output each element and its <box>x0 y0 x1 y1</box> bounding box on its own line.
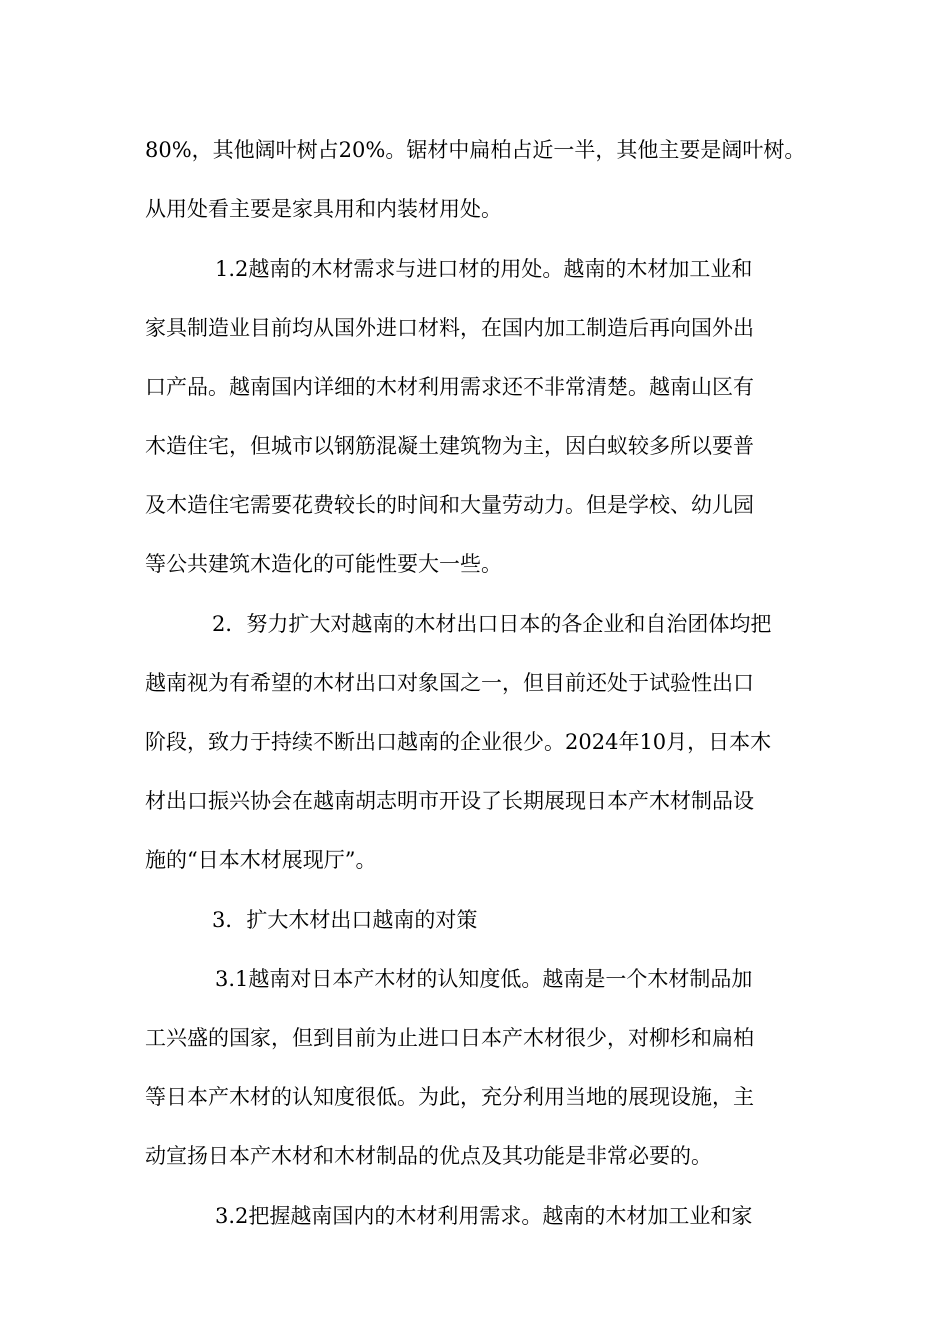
text-line-7: 及木造住宅需要花费较长的时间和大量劳动力。但是学校、幼儿园 <box>145 493 754 517</box>
text-line-18: 动宣扬日本产木材和木材制品的优点及其功能是非常必要的。 <box>145 1144 712 1168</box>
paragraph-1-2-start: 1.2越南的木材需求与进口材的用处。越南的木材加工业和 <box>215 257 753 281</box>
paragraph-2-start: 2．努力扩大对越南的木材出口日本的各企业和自治团体均把 <box>212 612 772 636</box>
text-line-2: 从用处看主要是家具用和内装材用处。 <box>145 197 502 221</box>
text-line-16: 工兴盛的国家，但到目前为止进口日本产木材很少，对柳杉和扁柏 <box>145 1026 754 1050</box>
text-line-5: 口产品。越南国内详细的木材利用需求还不非常清楚。越南山区有 <box>145 375 754 399</box>
text-line-12: 材出口振兴协会在越南胡志明市开设了长期展现日本产木材制品设 <box>145 789 754 813</box>
section-3-heading: 3．扩大木材出口越南的对策 <box>212 908 478 932</box>
text-line-10: 越南视为有希望的木材出口对象国之一，但目前还处于试验性出口 <box>145 671 754 695</box>
text-line-11: 阶段，致力于持续不断出口越南的企业很少。2024年10月，日本木 <box>145 730 772 754</box>
paragraph-3-1-start: 3.1越南对日本产木材的认知度低。越南是一个木材制品加 <box>215 967 753 991</box>
text-line-6: 木造住宅，但城市以钢筋混凝土建筑物为主，因白蚁较多所以要普 <box>145 434 754 458</box>
paragraph-3-2-start: 3.2把握越南国内的木材利用需求。越南的木材加工业和家 <box>215 1204 753 1228</box>
text-line-1: 80%，其他阔叶树占20%。锯材中扁柏占近一半，其他主要是阔叶树。 <box>145 138 806 162</box>
text-line-17: 等日本产木材的认知度很低。为此，充分利用当地的展现设施，主 <box>145 1085 754 1109</box>
text-line-13: 施的“日本木材展现厅”。 <box>145 848 377 872</box>
text-line-8: 等公共建筑木造化的可能性要大一些。 <box>145 552 502 576</box>
text-line-4: 家具制造业目前均从国外进口材料，在国内加工制造后再向国外出 <box>145 316 754 340</box>
